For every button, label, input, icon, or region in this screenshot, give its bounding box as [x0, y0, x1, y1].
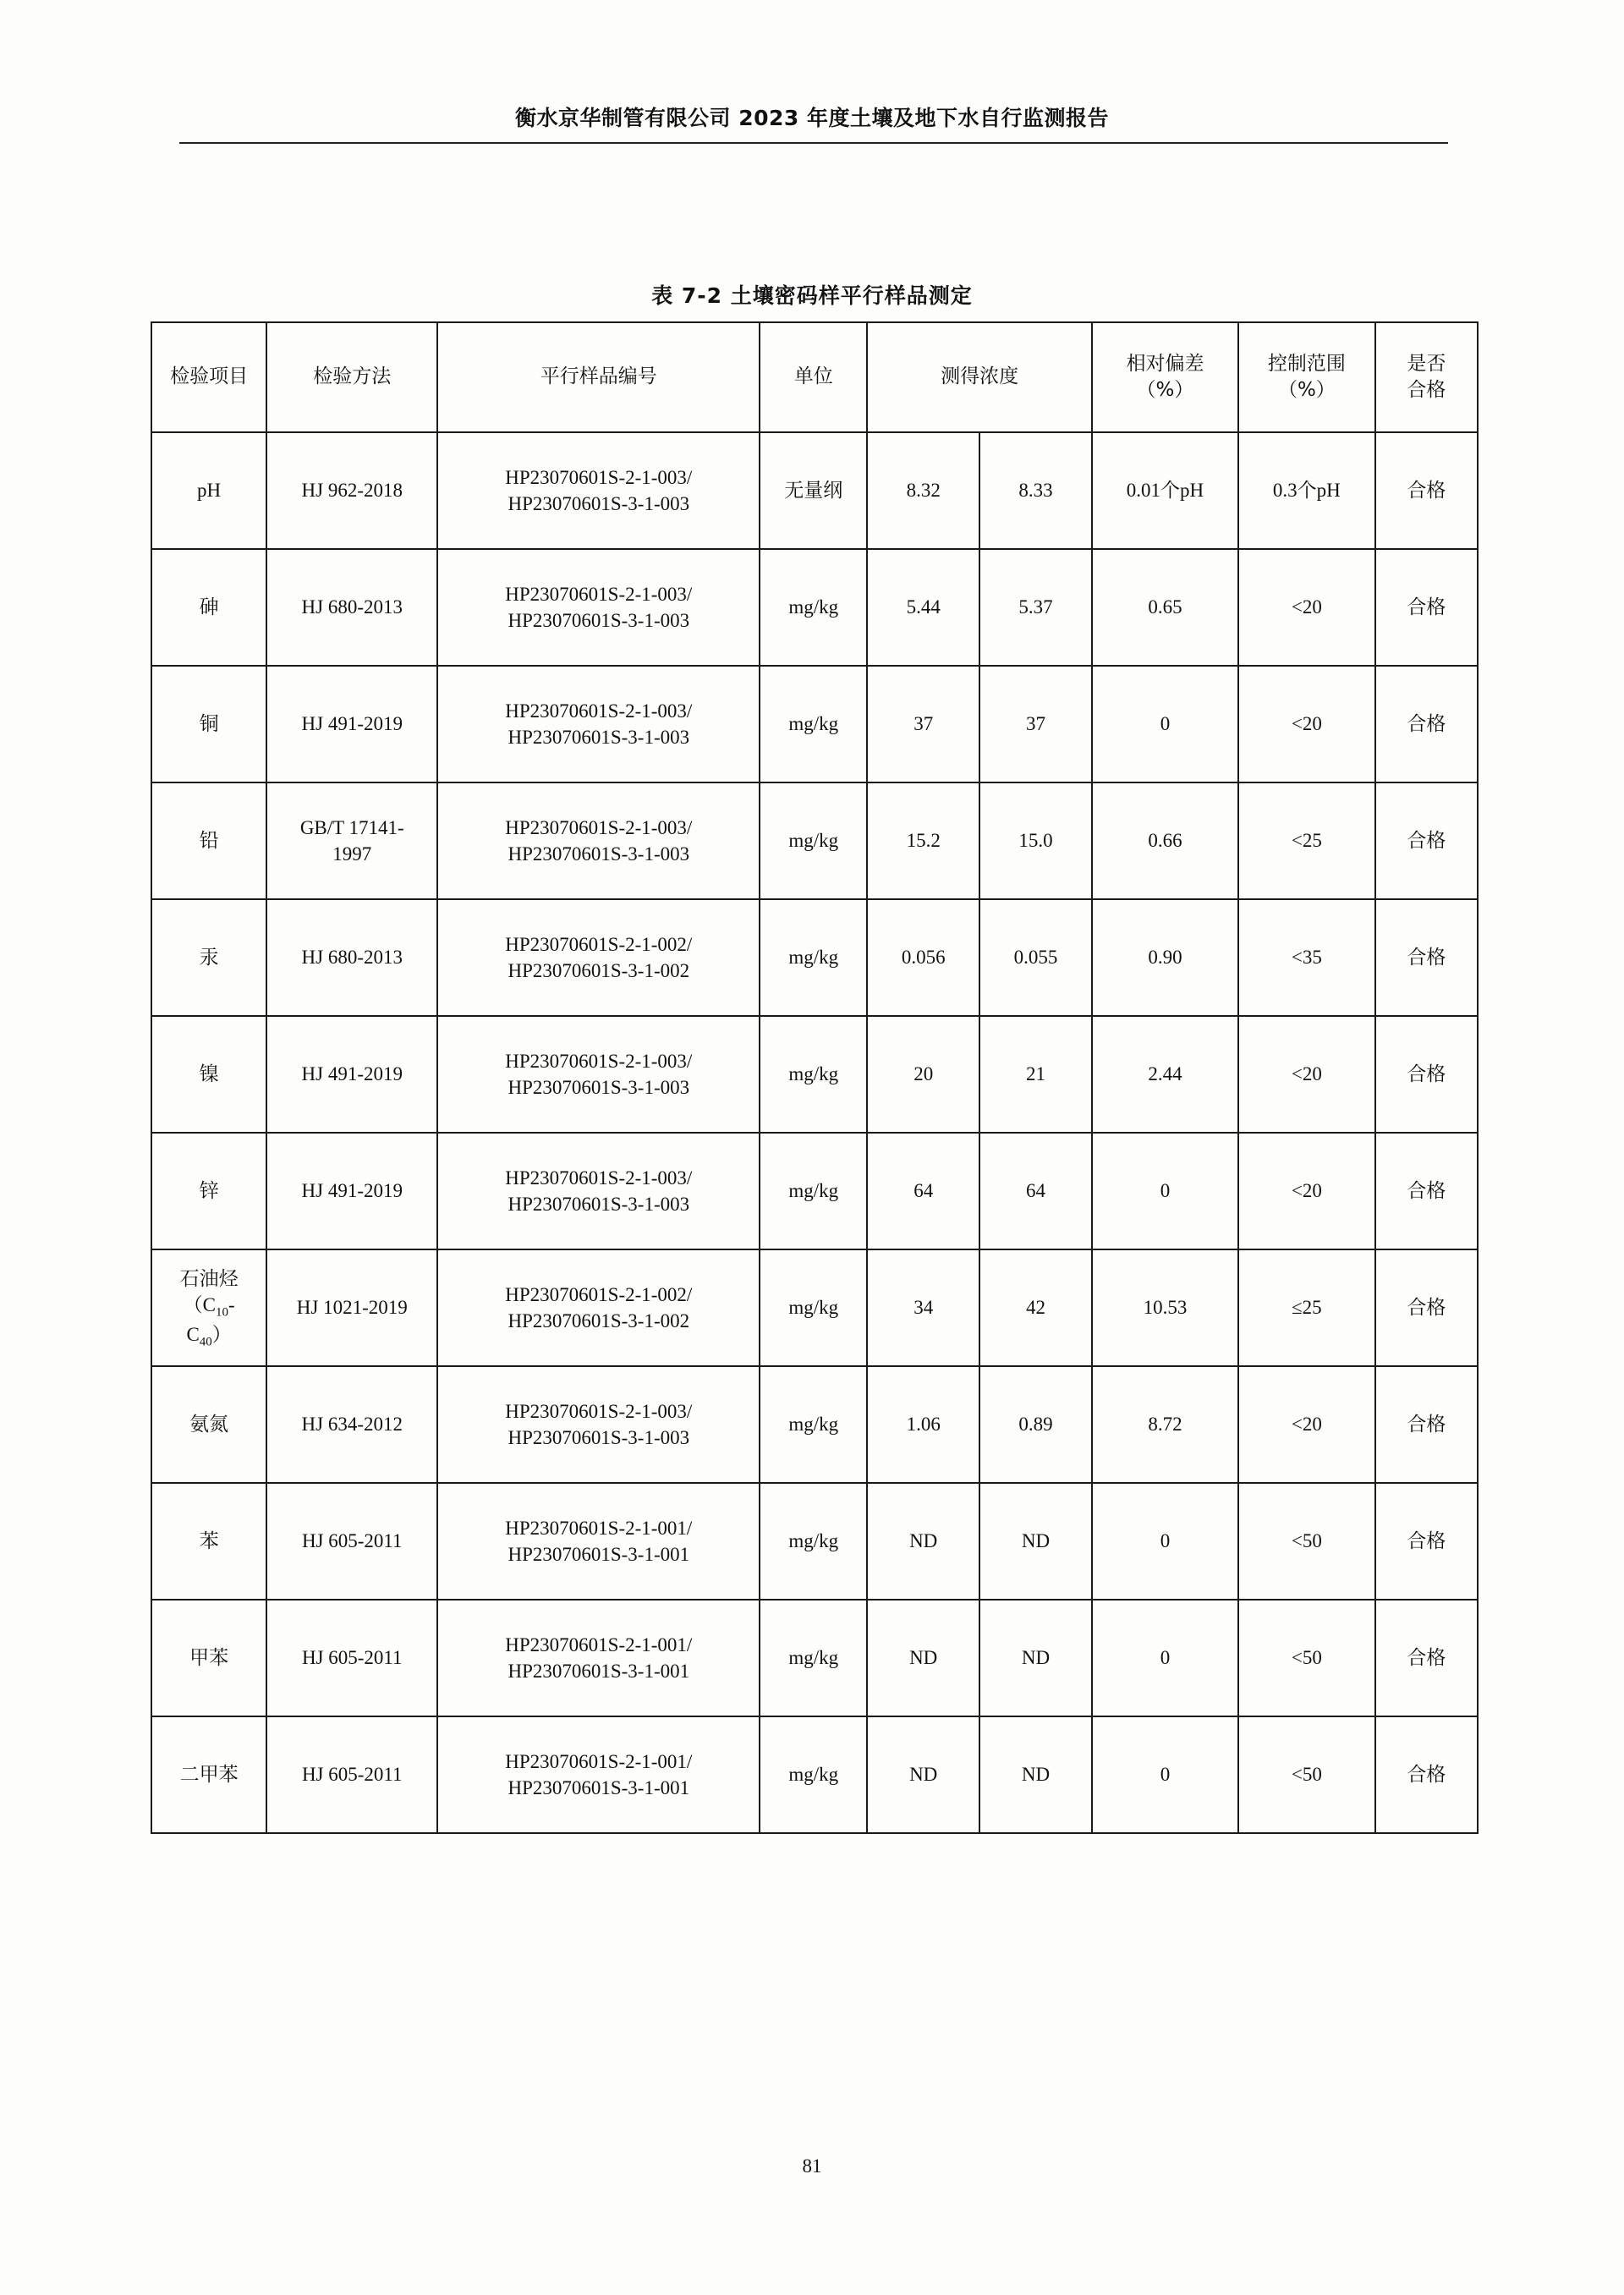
table-caption: 表 7-2 土壤密码样平行样品测定 [651, 283, 973, 308]
sample-line-1: HP23070601S-2-1-003/ [505, 466, 693, 488]
table-row [151, 1600, 1478, 1716]
cell-unit: 无量纲 [760, 432, 867, 549]
cell-unit: mg/kg [760, 782, 867, 899]
cell-range: <50 [1238, 1716, 1375, 1833]
sample-line-2: HP23070601S-3-1-001 [508, 1544, 690, 1565]
header-divider [179, 142, 1448, 144]
cell-sample-no [437, 549, 760, 666]
sample-line-2: HP23070601S-3-1-002 [508, 1310, 690, 1331]
item-subscript-40: 40 [199, 1335, 212, 1349]
sample-line-2: HP23070601S-3-1-003 [508, 1427, 690, 1448]
cell-unit: mg/kg [760, 1483, 867, 1600]
cell-conc-1: ND [867, 1600, 979, 1716]
parallel-sample-table [151, 321, 1479, 1834]
sample-line-1: HP23070601S-2-1-003/ [505, 700, 693, 722]
page-number: 81 [802, 2155, 822, 2177]
cell-conc-1: 5.44 [867, 549, 979, 666]
cell-item: 二甲苯 [151, 1716, 266, 1833]
table-row [151, 1716, 1478, 1833]
sample-line-2: HP23070601S-3-1-003 [508, 1194, 690, 1215]
cell-item: 汞 [151, 899, 266, 1016]
cell-conc-2: ND [979, 1483, 1092, 1600]
cell-pass: 合格 [1375, 1016, 1478, 1133]
method-line-1: GB/T 17141- [299, 816, 404, 838]
cell-deviation: 0 [1092, 1133, 1238, 1249]
cell-item: 铜 [151, 666, 266, 782]
cell-pass: 合格 [1375, 782, 1478, 899]
cell-item: 砷 [151, 549, 266, 666]
cell-range: 0.3个pH [1238, 432, 1375, 549]
sample-line-2: HP23070601S-3-1-001 [508, 1661, 690, 1682]
table-row [151, 1016, 1478, 1133]
cell-deviation: 0.90 [1092, 899, 1238, 1016]
cell-deviation: 0 [1092, 1483, 1238, 1600]
sample-line-2: HP23070601S-3-1-001 [508, 1777, 690, 1798]
header-deviation-line1: 相对偏差 [1126, 352, 1204, 375]
cell-sample-no [437, 782, 760, 899]
item-line-3 [154, 1321, 264, 1351]
cell-conc-2: 64 [979, 1133, 1092, 1249]
cell-unit: mg/kg [760, 1366, 867, 1483]
cell-unit: mg/kg [760, 549, 867, 666]
cell-item: 镍 [151, 1016, 266, 1133]
header-pass-line2: 合格 [1407, 379, 1446, 401]
cell-pass: 合格 [1375, 899, 1478, 1016]
table-row [151, 1133, 1478, 1249]
item-line-2 [154, 1292, 264, 1321]
header-unit: 单位 [760, 322, 867, 432]
cell-sample-no [437, 1600, 760, 1716]
cell-deviation: 0.01个pH [1092, 432, 1238, 549]
cell-range: <50 [1238, 1483, 1375, 1600]
cell-deviation: 0 [1092, 1716, 1238, 1833]
sample-line-1: HP23070601S-2-1-003/ [505, 583, 693, 605]
cell-unit: mg/kg [760, 666, 867, 782]
header-pass-line1: 是否 [1407, 352, 1446, 375]
cell-range: <20 [1238, 1366, 1375, 1483]
cell-method: HJ 1021-2019 [266, 1249, 437, 1366]
cell-unit: mg/kg [760, 1716, 867, 1833]
cell-conc-2: ND [979, 1600, 1092, 1716]
sample-line-2: HP23070601S-3-1-003 [508, 843, 690, 865]
cell-sample-no [437, 1016, 760, 1133]
cell-range: <25 [1238, 782, 1375, 899]
running-header: 衡水京华制管有限公司 2023 年度土壤及地下水自行监测报告 [515, 106, 1109, 130]
sample-line-1: HP23070601S-2-1-003/ [505, 1400, 693, 1422]
cell-method: HJ 605-2011 [266, 1716, 437, 1833]
cell-method: HJ 962-2018 [266, 432, 437, 549]
item-paren-open: （C [183, 1293, 216, 1315]
cell-range: <20 [1238, 549, 1375, 666]
cell-pass: 合格 [1375, 666, 1478, 782]
cell-range: <50 [1238, 1600, 1375, 1716]
cell-conc-1: 8.32 [867, 432, 979, 549]
item-paren-close: ） [211, 1323, 232, 1345]
cell-conc-1: ND [867, 1716, 979, 1833]
cell-conc-1: 1.06 [867, 1366, 979, 1483]
method-line-2: 1997 [332, 843, 372, 865]
header-sample-no: 平行样品编号 [437, 322, 760, 432]
cell-deviation: 2.44 [1092, 1016, 1238, 1133]
cell-sample-no [437, 666, 760, 782]
cell-conc-2: 37 [979, 666, 1092, 782]
cell-unit: mg/kg [760, 1016, 867, 1133]
sample-line-2: HP23070601S-3-1-003 [508, 610, 690, 631]
table-row [151, 666, 1478, 782]
cell-item: 甲苯 [151, 1600, 266, 1716]
cell-conc-1: 37 [867, 666, 979, 782]
cell-conc-1: 34 [867, 1249, 979, 1366]
sample-line-1: HP23070601S-2-1-001/ [505, 1750, 693, 1772]
cell-sample-no [437, 1249, 760, 1366]
item-dash: - [228, 1293, 235, 1315]
table-row [151, 782, 1478, 899]
cell-deviation: 0.65 [1092, 549, 1238, 666]
table-row [151, 1483, 1478, 1600]
cell-pass: 合格 [1375, 1133, 1478, 1249]
cell-sample-no [437, 432, 760, 549]
cell-range: <35 [1238, 899, 1375, 1016]
cell-pass: 合格 [1375, 1249, 1478, 1366]
cell-pass: 合格 [1375, 1716, 1478, 1833]
cell-conc-2: 5.37 [979, 549, 1092, 666]
header-deviation-line2: （%） [1136, 379, 1194, 401]
cell-range: <20 [1238, 1016, 1375, 1133]
sample-line-1: HP23070601S-2-1-003/ [505, 1050, 693, 1072]
table-row [151, 549, 1478, 666]
sample-line-1: HP23070601S-2-1-002/ [505, 1283, 693, 1305]
cell-sample-no [437, 1483, 760, 1600]
cell-unit: mg/kg [760, 1133, 867, 1249]
cell-conc-1: 15.2 [867, 782, 979, 899]
sample-line-2: HP23070601S-3-1-003 [508, 727, 690, 748]
sample-line-1: HP23070601S-2-1-001/ [505, 1633, 693, 1655]
cell-method: HJ 491-2019 [266, 1016, 437, 1133]
table-row [151, 432, 1478, 549]
item-line-1: 石油烃 [179, 1267, 239, 1289]
cell-method: HJ 634-2012 [266, 1366, 437, 1483]
header-pass [1375, 322, 1478, 432]
cell-range: <20 [1238, 666, 1375, 782]
sample-line-2: HP23070601S-3-1-003 [508, 493, 690, 514]
cell-conc-1: ND [867, 1483, 979, 1600]
item-subscript-10: 10 [215, 1305, 228, 1320]
header-range [1238, 322, 1375, 432]
cell-conc-2: 8.33 [979, 432, 1092, 549]
cell-conc-2: ND [979, 1716, 1092, 1833]
cell-method: HJ 605-2011 [266, 1600, 437, 1716]
cell-pass: 合格 [1375, 1366, 1478, 1483]
cell-deviation: 0 [1092, 1600, 1238, 1716]
sample-line-2: HP23070601S-3-1-003 [508, 1077, 690, 1098]
cell-conc-1: 20 [867, 1016, 979, 1133]
cell-sample-no [437, 1716, 760, 1833]
table-row [151, 1249, 1478, 1366]
cell-unit: mg/kg [760, 899, 867, 1016]
cell-conc-2: 0.055 [979, 899, 1092, 1016]
cell-conc-2: 15.0 [979, 782, 1092, 899]
sample-line-1: HP23070601S-2-1-001/ [505, 1517, 693, 1539]
cell-deviation: 10.53 [1092, 1249, 1238, 1366]
cell-pass: 合格 [1375, 1483, 1478, 1600]
cell-conc-1: 64 [867, 1133, 979, 1249]
cell-method: HJ 491-2019 [266, 1133, 437, 1249]
cell-deviation: 0 [1092, 666, 1238, 782]
cell-sample-no [437, 899, 760, 1016]
cell-item: 氨氮 [151, 1366, 266, 1483]
sample-line-2: HP23070601S-3-1-002 [508, 960, 690, 981]
header-concentration: 测得浓度 [867, 322, 1092, 432]
cell-method: HJ 605-2011 [266, 1483, 437, 1600]
cell-unit: mg/kg [760, 1249, 867, 1366]
table-row [151, 1366, 1478, 1483]
header-range-line2: （%） [1277, 379, 1336, 401]
cell-pass: 合格 [1375, 432, 1478, 549]
item-c-label: C [186, 1323, 200, 1345]
cell-method: HJ 680-2013 [266, 549, 437, 666]
sample-line-1: HP23070601S-2-1-003/ [505, 816, 693, 838]
cell-item: pH [151, 432, 266, 549]
cell-item [151, 1249, 266, 1366]
cell-pass: 合格 [1375, 549, 1478, 666]
cell-range: <20 [1238, 1133, 1375, 1249]
cell-item: 苯 [151, 1483, 266, 1600]
cell-conc-2: 21 [979, 1016, 1092, 1133]
cell-method: HJ 680-2013 [266, 899, 437, 1016]
cell-sample-no [437, 1133, 760, 1249]
header-range-line1: 控制范围 [1267, 352, 1346, 375]
cell-sample-no [437, 1366, 760, 1483]
cell-unit: mg/kg [760, 1600, 867, 1716]
cell-item: 锌 [151, 1133, 266, 1249]
cell-pass: 合格 [1375, 1600, 1478, 1716]
cell-range: ≤25 [1238, 1249, 1375, 1366]
header-method: 检验方法 [266, 322, 437, 432]
cell-method [266, 782, 437, 899]
sample-line-1: HP23070601S-2-1-003/ [505, 1167, 693, 1189]
sample-line-1: HP23070601S-2-1-002/ [505, 933, 693, 955]
cell-deviation: 0.66 [1092, 782, 1238, 899]
table-row [151, 899, 1478, 1016]
cell-conc-2: 0.89 [979, 1366, 1092, 1483]
cell-method: HJ 491-2019 [266, 666, 437, 782]
header-item: 检验项目 [151, 322, 266, 432]
table-header-row [151, 322, 1478, 432]
cell-item: 铅 [151, 782, 266, 899]
header-deviation [1092, 322, 1238, 432]
cell-conc-2: 42 [979, 1249, 1092, 1366]
cell-conc-1: 0.056 [867, 899, 979, 1016]
cell-deviation: 8.72 [1092, 1366, 1238, 1483]
